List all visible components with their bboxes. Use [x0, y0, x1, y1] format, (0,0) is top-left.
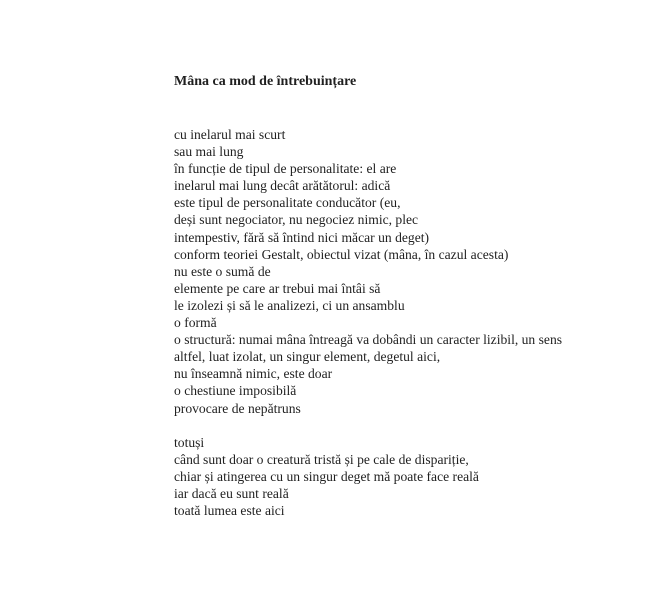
poem-line: intempestiv, fără să întind nici măcar un deget) — [174, 229, 430, 245]
poem-line: altfel, luat izolat, un singur element, degetul aici, — [174, 349, 441, 365]
poem-title: Mâna ca mod de întrebuințare — [174, 74, 357, 89]
poem-line: elemente pe care ar trebui mai întâi să — [174, 280, 381, 296]
poem-line: le izolezi și să le analizezi, ci un ansamblu — [174, 297, 405, 313]
stanza-1 — [174, 126, 634, 417]
poem-line: o chestiune imposibilă — [174, 383, 297, 399]
poem-line: provocare de nepătruns — [174, 400, 301, 416]
poem-line: este tipul de personalitate conducător (eu, — [174, 195, 401, 211]
poem-line: nu înseamnă nimic, este doar — [174, 366, 333, 382]
poem-line: inelarul mai lung decât arătătorul: adică — [174, 178, 391, 194]
poem-line: în funcție de tipul de personalitate: el are — [174, 161, 397, 177]
poem-line: totuși — [174, 434, 205, 450]
poem-line: o formă — [174, 315, 217, 331]
poem-line: cu inelarul mai scurt — [174, 127, 286, 142]
poem-line: când sunt doar o creatură tristă și pe cale de dispariție, — [174, 451, 469, 467]
poem-body — [174, 126, 634, 536]
poem-line: conform teoriei Gestalt, obiectul vizat (mâna, în cazul acesta) — [174, 246, 509, 262]
poem-line: o structură: numai mâna întreagă va dobândi un caracter lizibil, un sens — [174, 332, 563, 348]
poem-line: nu este o sumă de — [174, 263, 271, 279]
poem-line: iar dacă eu sunt reală — [174, 485, 289, 501]
poem-line: toată lumea este aici — [174, 503, 285, 519]
poem-line: deși sunt negociator, nu negociez nimic, plec — [174, 212, 419, 228]
poem-line: sau mai lung — [174, 144, 244, 160]
poem-line: chiar și atingerea cu un singur deget mă poate face reală — [174, 468, 479, 484]
stanza-2 — [174, 434, 634, 519]
